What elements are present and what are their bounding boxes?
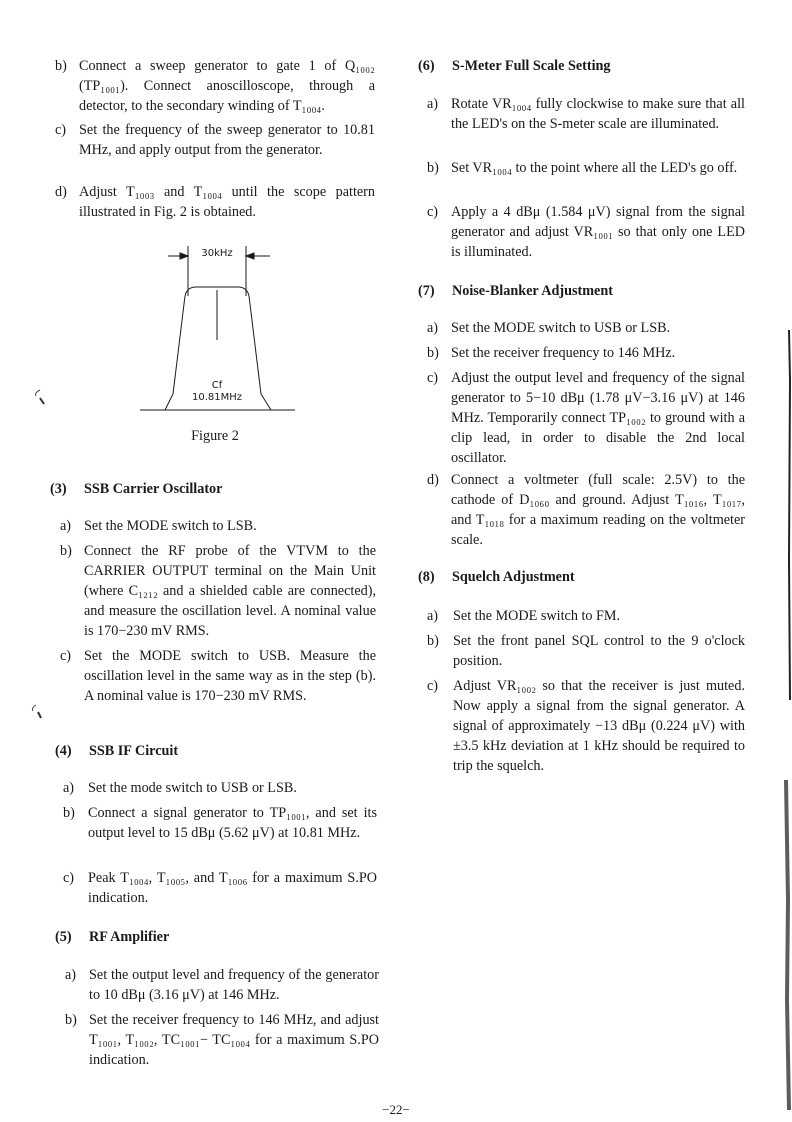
item-label: b): [427, 633, 439, 649]
scope-pattern-diagram: [0, 0, 400, 430]
item-label: a): [427, 320, 439, 336]
item-label: c): [60, 648, 72, 664]
section-number: (6): [418, 58, 435, 74]
page-number: −22−: [382, 1102, 410, 1117]
item-text: Connect a signal generator to TP₁₀₀₁, and set its output level to 15 dBμ (5.62 μV) at 10.81 MHz.: [88, 805, 377, 841]
item-text: Connect the RF probe of the VTVM to the CARRIER OUTPUT terminal on the Main Unit (where C₁₂₁₂ and a shielded cable are connected), and measure the oscillation level. A nominal value is 170−230 mV RMS.: [84, 543, 376, 639]
item-text: Set VR₁₀₀₄ to the point where all the LED's go off.: [451, 160, 738, 176]
item-label: a): [427, 608, 439, 624]
section-title: S-Meter Full Scale Setting: [452, 58, 611, 74]
item-label: b): [65, 1012, 77, 1028]
item-label: b): [427, 345, 439, 361]
section-number: (7): [418, 283, 435, 299]
bandwidth-left-arrowhead: [180, 253, 188, 259]
item-label: b): [60, 543, 72, 559]
section-number: (3): [50, 481, 67, 497]
frequency-label: 10.81MHz: [191, 392, 243, 403]
section-number: (8): [418, 569, 435, 585]
item-label: c): [427, 678, 439, 694]
item-label: d): [427, 472, 439, 488]
item-text: Set the MODE switch to FM.: [453, 608, 621, 624]
item-text: Apply a 4 dBμ (1.584 μV) signal from the signal generator and adjust VR₁₀₀₁ so that only one LED is illuminated.: [451, 204, 745, 260]
item-text: Rotate VR₁₀₀₄ fully clockwise to make sure that all the LED's on the S-meter scale are illuminated.: [451, 96, 745, 132]
item-label: a): [63, 780, 75, 796]
item-text: Connect a voltmeter (full scale: 2.5V) to the cathode of D₁₀₆₀ and ground. Adjust T₁₀₁₆, T₁₀₁₇, and T₁₀₁₈ for a maximum reading on the voltmeter scale.: [451, 472, 745, 548]
item-text: Set the frequency of the sweep generator to 10.81 MHz, and apply output from the generator.: [79, 122, 375, 158]
item-label: a): [60, 518, 72, 534]
item-text: Set the receiver frequency to 146 MHz.: [451, 345, 676, 361]
item-label: b): [55, 58, 67, 74]
section-title: SSB Carrier Oscillator: [84, 481, 223, 497]
item-label: c): [63, 870, 75, 886]
item-label: a): [65, 967, 77, 983]
item-text: Set the MODE switch to LSB.: [84, 518, 257, 534]
bandwidth-label: 30kHz: [201, 248, 233, 259]
item-label: b): [427, 160, 439, 176]
section-title: Noise-Blanker Adjustment: [452, 283, 613, 299]
item-label: c): [427, 204, 439, 220]
section-title: Squelch Adjustment: [452, 569, 575, 585]
item-text: Adjust T₁₀₀₃ and T₁₀₀₄ until the scope pattern illustrated in Fig. 2 is obtained.: [79, 184, 375, 220]
item-text: Peak T₁₀₀₄, T₁₀₀₅, and T₁₀₀₆ for a maximum S.PO indication.: [88, 870, 377, 906]
item-text: Connect a sweep generator to gate 1 of Q₁₀₀₂ (TP₁₀₀₁). Connect anoscilloscope, through a detector, to the secondary winding of T₁₀₀₄.: [79, 58, 375, 114]
section-number: (5): [55, 929, 72, 945]
item-text: Set the front panel SQL control to the 9 o'clock position.: [453, 633, 745, 669]
section-title: SSB IF Circuit: [89, 743, 179, 759]
item-text: Adjust the output level and frequency of the signal generator to 5−10 dBμ (1.78 μV−3.16 μV) at 146 MHz. Temporarily connect TP₁₀₀₂ to ground with a clip lead, in order to disable the 2nd local oscillator.: [451, 370, 745, 466]
item-text: Set the MODE switch to USB. Measure the oscillation level in the same way as in the step (b). A nominal value is 170−230 mV RMS.: [84, 648, 376, 704]
item-text: Set the mode switch to USB or LSB.: [88, 780, 297, 796]
item-text: Adjust VR₁₀₀₂ so that the receiver is just muted. Now apply a signal from the signal generator. A signal of approximately −13 dBμ (0.224 μV) with ±3.5 kHz deviation at 1 kHz should be required to trip the squelch.: [453, 678, 745, 774]
section-number: (4): [55, 743, 72, 759]
section-title: RF Amplifier: [89, 929, 170, 945]
center-label: Cf: [211, 380, 223, 391]
item-text: Set the receiver frequency to 146 MHz, and adjust T₁₀₀₁, T₁₀₀₂, TC₁₀₀₁− TC₁₀₀₄ for a maximum S.PO indication.: [89, 1012, 379, 1068]
item-label: d): [55, 184, 67, 200]
item-label: c): [427, 370, 439, 386]
item-text: Set the MODE switch to USB or LSB.: [451, 320, 671, 336]
item-label: a): [427, 96, 439, 112]
item-label: b): [63, 805, 75, 821]
figure-caption: Figure 2: [191, 428, 239, 444]
item-text: Set the output level and frequency of the generator to 10 dBμ (3.16 μV) at 146 MHz.: [89, 967, 379, 1003]
item-label: c): [55, 122, 67, 138]
